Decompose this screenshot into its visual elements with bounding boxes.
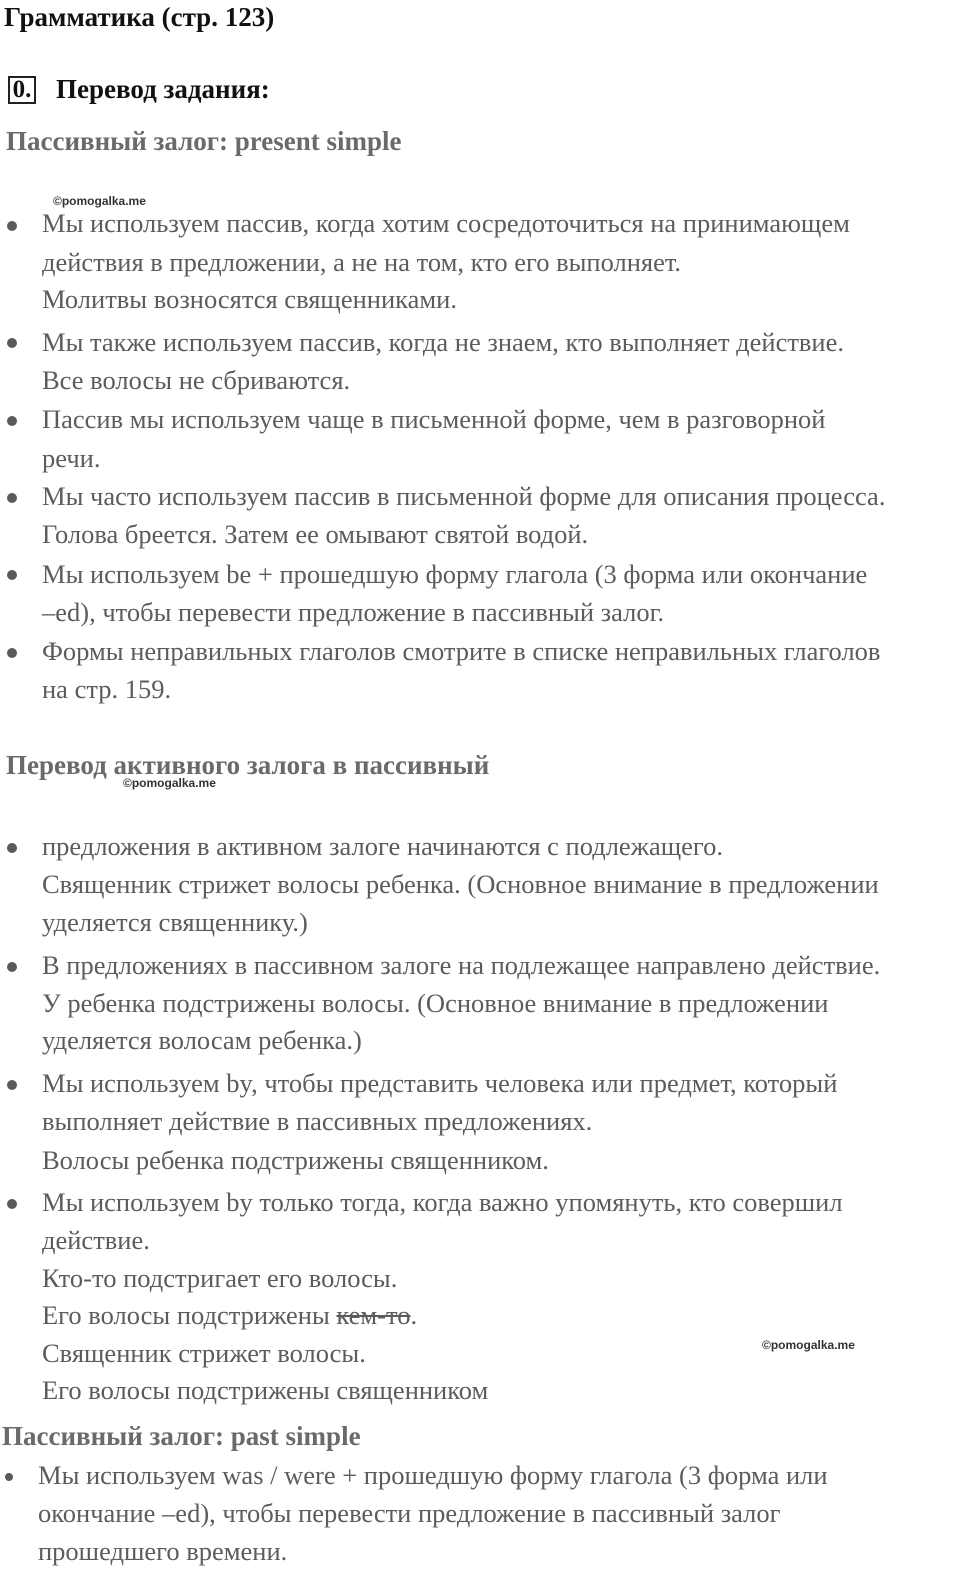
list-item-line: действия в предложении, а не на том, кто его выполняет. (42, 247, 682, 277)
list-item-line-strikethrough (42, 1302, 417, 1329)
list-item-line: В предложениях в пассивном залоге на подлежащее направлено действие. (42, 950, 881, 980)
list-item-line: речи. (42, 443, 101, 473)
list-item-line: на стр. 159. (42, 674, 172, 704)
list-item-line: Голова бреется. Затем ее омывают святой водой. (42, 519, 589, 549)
bullet-dot-icon (7, 221, 17, 231)
bullet-dot-icon (7, 648, 17, 658)
list-item-line: Пассив мы используем чаще в письменной форме, чем в разговорной (42, 404, 826, 434)
list-item-line: Волосы ребенка подстрижены священником. (42, 1145, 549, 1175)
list-item-line: окончание –ed), чтобы перевести предложение в пассивный залог (38, 1498, 781, 1528)
list-item-line: Мы используем by, чтобы представить человека или предмет, который (42, 1068, 838, 1098)
section-heading-past-simple: Пассивный залог: past simple (2, 1421, 361, 1451)
watermark: ©pomogalka.me (123, 776, 216, 790)
line-text: . (410, 1300, 418, 1330)
list-item-line: Формы неправильных глаголов смотрите в списке неправильных глаголов (42, 636, 881, 666)
task-title: Перевод задания: (56, 74, 270, 104)
bullet-dot-icon (7, 962, 17, 972)
bullet-dot-icon (7, 843, 17, 853)
list-item-line: прошедшего времени. (38, 1536, 288, 1566)
watermark: ©pomogalka.me (762, 1338, 855, 1352)
list-item-line: Мы также используем пассив, когда не знаем, кто выполняет действие. (42, 327, 845, 357)
section-heading-present-simple: Пассивный залог: present simple (6, 126, 402, 156)
bullet-dot-icon (7, 1199, 17, 1209)
list-item-line: Мы используем пассив, когда хотим сосредоточиться на принимающем (42, 208, 850, 238)
line-text: Его волосы подстрижены (42, 1300, 337, 1330)
bullet-dot-icon (7, 416, 17, 426)
list-item-line: Мы используем by только тогда, когда важно упомянуть, кто совершил (42, 1187, 843, 1217)
list-item-line: Молитвы возносятся священниками. (42, 284, 457, 314)
list-item-line: –ed), чтобы перевести предложение в пассивный залог. (42, 597, 665, 627)
task-number-box: 0. (8, 76, 36, 104)
task-header (8, 74, 270, 105)
bullet-dot-icon (5, 1473, 13, 1481)
list-item-line: Его волосы подстрижены священником (42, 1375, 489, 1405)
list-item-line: действие. (42, 1225, 150, 1255)
list-item-line: Мы используем be + прошедшую форму глагола (3 форма или окончание (42, 559, 868, 589)
list-item-line: выполняет действие в пассивных предложениях. (42, 1106, 593, 1136)
bullet-dot-icon (7, 338, 17, 348)
list-item-line: Священник стрижет волосы ребенка. (Основное внимание в предложении (42, 869, 879, 899)
list-item-line: У ребенка подстрижены волосы. (Основное внимание в предложении (42, 988, 829, 1018)
list-item-line: уделяется волосам ребенка.) (42, 1025, 362, 1055)
struck-word: кем-то (336, 1300, 411, 1330)
list-item-line: уделяется священнику.) (42, 907, 308, 937)
list-item-line: Мы часто используем пассив в письменной форме для описания процесса. (42, 481, 886, 511)
list-item-line: Кто-то подстригает его волосы. (42, 1263, 398, 1293)
bullet-dot-icon (7, 1080, 17, 1090)
list-item-line: Мы используем was / were + прошедшую форму глагола (3 форма или (38, 1460, 828, 1490)
watermark: ©pomogalka.me (53, 194, 146, 208)
list-item-line: предложения в активном залоге начинаются с подлежащего. (42, 831, 724, 861)
bullet-dot-icon (7, 493, 17, 503)
section-heading-active-to-passive: Перевод активного залога в пассивный (6, 750, 490, 780)
page-title: Грамматика (стр. 123) (4, 2, 275, 32)
list-item-line: Все волосы не сбриваются. (42, 365, 351, 395)
list-item-line: Священник стрижет волосы. (42, 1338, 366, 1368)
bullet-dot-icon (7, 570, 17, 580)
